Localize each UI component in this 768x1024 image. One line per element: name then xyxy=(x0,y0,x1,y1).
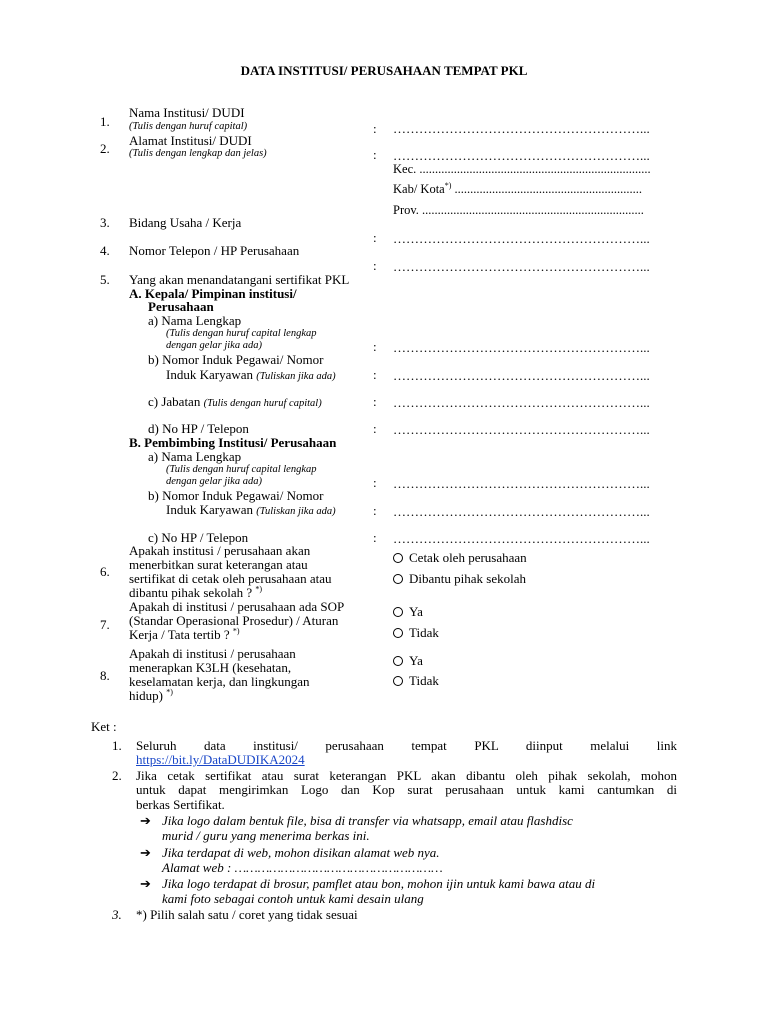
item-6-line-4 xyxy=(129,586,262,600)
item-2-label: Alamat Institusi/ DUDI xyxy=(129,133,252,148)
ket-heading: Ket : xyxy=(91,719,117,734)
item-5b-a-colon: : xyxy=(373,475,377,490)
item-5a-d-label: d) No HP / Telepon xyxy=(148,421,249,436)
item-7-option-tidak[interactable] xyxy=(393,626,439,640)
item-3-number: 3. xyxy=(100,215,110,230)
item-2-colon: : xyxy=(373,147,377,162)
item-7-option-tidak-label: Tidak xyxy=(409,625,439,640)
item-5a-c-field[interactable]: …………………………………………………... xyxy=(393,395,650,410)
item-6-star: *) xyxy=(255,584,263,594)
item-5b-c-field[interactable]: …………………………………………………... xyxy=(393,531,650,546)
item-7-line-3 xyxy=(129,628,240,642)
arrow-right-icon: ➔ xyxy=(140,845,151,860)
item-3-field[interactable]: …………………………………………………... xyxy=(393,231,650,246)
item-5b-b-label-2 xyxy=(166,503,336,518)
item-5a-a-field[interactable]: …………………………………………………... xyxy=(393,340,650,355)
ket-bullet-2-line-1: Jika terdapat di web, mohon disikan alamat web nya. xyxy=(162,845,440,860)
kab-kota-text: Kab/ Kota xyxy=(393,182,445,196)
item-7-star: *) xyxy=(232,626,240,636)
item-1-number: 1. xyxy=(100,114,110,129)
item-7-option-ya-label: Ya xyxy=(409,604,423,619)
radio-circle-icon[interactable] xyxy=(393,676,403,686)
ket-bullet-1-line-2: murid / guru yang menerima berkas ini. xyxy=(162,828,370,843)
item-5b-a-label: a) Nama Lengkap xyxy=(148,449,242,464)
item-8-option-tidak[interactable] xyxy=(393,674,439,688)
item-6-line-3: sertifikat di cetak oleh perusahaan atau xyxy=(129,571,332,586)
kab-kota-field[interactable] xyxy=(393,182,642,196)
item-1-hint: (Tulis dengan huruf capital) xyxy=(129,121,248,132)
item-5b-title: B. Pembimbing Institusi/ Perusahaan xyxy=(129,435,337,450)
item-8-line-4 xyxy=(129,689,173,703)
item-5a-b-label-2 xyxy=(166,368,336,383)
kab-kota-dots: ............................................................ xyxy=(454,182,643,196)
item-5b-c-colon: : xyxy=(373,530,377,545)
item-5a-a-hint-1: (Tulis dengan huruf capital lengkap xyxy=(166,328,317,339)
ket-3-text: *) Pilih salah satu / coret yang tidak sesuai xyxy=(136,907,358,922)
item-8-line-4-text: hidup) xyxy=(129,688,163,703)
ket-1-link-wrap xyxy=(136,753,305,767)
item-5a-title: A. Kepala/ Pimpinan institusi/ xyxy=(129,286,297,301)
item-5b-b-text: Induk Karyawan xyxy=(166,502,253,517)
radio-circle-icon[interactable] xyxy=(393,553,403,563)
item-7-line-2: (Standar Operasional Prosedur) / Aturan xyxy=(129,613,339,628)
item-5b-b-colon: : xyxy=(373,503,377,518)
ket-1-number: 1. xyxy=(112,738,122,753)
item-5b-a-field[interactable]: …………………………………………………... xyxy=(393,476,650,491)
item-5a-d-field[interactable]: …………………………………………………... xyxy=(393,422,650,437)
page-title: DATA INSTITUSI/ PERUSAHAAN TEMPAT PKL xyxy=(240,63,528,78)
item-8-option-ya[interactable] xyxy=(393,654,423,668)
item-7-number: 7. xyxy=(100,617,110,632)
item-5a-c-label xyxy=(148,395,322,410)
item-4-colon: : xyxy=(373,258,377,273)
radio-circle-icon[interactable] xyxy=(393,628,403,638)
item-1-label: Nama Institusi/ DUDI xyxy=(129,105,245,120)
item-3-label: Bidang Usaha / Kerja xyxy=(129,215,242,230)
item-5-number: 5. xyxy=(100,272,110,287)
item-4-label: Nomor Telepon / HP Perusahaan xyxy=(129,243,300,258)
radio-circle-icon[interactable] xyxy=(393,656,403,666)
item-7-line-1: Apakah di institusi / perusahaan ada SOP xyxy=(129,599,345,614)
item-6-option-cetak[interactable] xyxy=(393,551,527,565)
item-5a-c-colon: : xyxy=(373,394,377,409)
item-8-option-tidak-label: Tidak xyxy=(409,673,439,688)
item-3-colon: : xyxy=(373,230,377,245)
item-5a-b-label-1: b) Nomor Induk Pegawai/ Nomor xyxy=(148,352,324,367)
arrow-right-icon: ➔ xyxy=(140,813,151,828)
item-6-line-4-text: dibantu pihak sekolah ? xyxy=(129,585,253,600)
item-6-option-dibantu-label: Dibantu pihak sekolah xyxy=(409,571,526,586)
item-5b-a-hint-1: (Tulis dengan huruf capital lengkap xyxy=(166,464,317,475)
item-1-colon: : xyxy=(373,121,377,136)
item-2-number: 2. xyxy=(100,141,110,156)
item-2-field[interactable]: …………………………………………………... xyxy=(393,148,650,163)
item-5-label: Yang akan menandatangani sertifikat PKL xyxy=(129,272,350,287)
item-5a-c-text: c) Jabatan xyxy=(148,394,201,409)
ket-2-line-1: Jika cetak sertifikat atau surat keterangan PKL akan dibantu oleh pihak sekolah, mohon xyxy=(136,768,677,783)
item-5a-b-hint: (Tuliskan jika ada) xyxy=(256,371,336,382)
arrow-right-icon: ➔ xyxy=(140,876,151,891)
item-5b-b-label-1: b) Nomor Induk Pegawai/ Nomor xyxy=(148,488,324,503)
item-5b-b-hint: (Tuliskan jika ada) xyxy=(256,506,336,517)
radio-circle-icon[interactable] xyxy=(393,574,403,584)
ket-bullet-2-line-2: Alamat web : ……………………………………………… xyxy=(162,860,443,875)
radio-circle-icon[interactable] xyxy=(393,607,403,617)
ket-1-text: Seluruh data institusi/ perusahaan tempat PKL diinput melalui link xyxy=(136,738,677,753)
item-6-option-cetak-label: Cetak oleh perusahaan xyxy=(409,550,527,565)
item-5a-title-cont: Perusahaan xyxy=(148,299,214,314)
item-4-number: 4. xyxy=(100,243,110,258)
item-1-field[interactable]: …………………………………………………... xyxy=(393,121,650,136)
item-8-option-ya-label: Ya xyxy=(409,653,423,668)
prov-field[interactable]: Prov. ....................................................................... xyxy=(393,203,644,217)
item-5b-a-hint-2: dengan gelar jika ada) xyxy=(166,476,262,487)
item-5a-b-text: Induk Karyawan xyxy=(166,367,253,382)
item-8-line-3: keselamatan kerja, dan lingkungan xyxy=(129,674,310,689)
item-4-field[interactable]: …………………………………………………... xyxy=(393,259,650,274)
ket-2-number: 2. xyxy=(112,768,122,783)
item-5b-b-field[interactable]: …………………………………………………... xyxy=(393,504,650,519)
item-2-hint: (Tulis dengan lengkap dan jelas) xyxy=(129,148,267,159)
ket-bullet-3-line-2: kami foto sebagai contoh untuk kami desain ulang xyxy=(162,891,424,906)
item-8-star: *) xyxy=(166,687,173,697)
item-8-line-1: Apakah di institusi / perusahaan xyxy=(129,646,296,661)
ket-2-line-3: berkas Sertifikat. xyxy=(136,797,225,812)
item-5a-a-label: a) Nama Lengkap xyxy=(148,313,242,328)
item-6-option-dibantu[interactable] xyxy=(393,572,526,586)
item-5a-c-hint: (Tulis dengan huruf capital) xyxy=(203,398,322,409)
item-5a-b-colon: : xyxy=(373,367,377,382)
item-7-option-ya[interactable] xyxy=(393,605,423,619)
item-6-line-1: Apakah institusi / perusahaan akan xyxy=(129,543,311,558)
data-dudika-link[interactable]: https://bit.ly/DataDUDIKA2024 xyxy=(136,752,305,767)
ket-bullet-1-line-1: Jika logo dalam bentuk file, bisa di transfer via whatsapp, email atau flashdisc xyxy=(162,813,573,828)
item-7-line-3-text: Kerja / Tata tertib ? xyxy=(129,627,230,642)
item-5a-a-hint-2: dengan gelar jika ada) xyxy=(166,340,262,351)
item-5a-a-colon: : xyxy=(373,339,377,354)
ket-2-line-2: untuk dapat mengirimkan Logo dan Kop surat perusahaan untuk kami cantumkan di xyxy=(136,782,677,797)
item-6-number: 6. xyxy=(100,564,110,579)
item-6-line-2: menerbitkan surat keterangan atau xyxy=(129,557,308,572)
item-5b-c-label: c) No HP / Telepon xyxy=(148,530,249,545)
kab-kota-star: *) xyxy=(444,180,452,190)
ket-3-number: 3. xyxy=(112,907,122,922)
item-5a-b-field[interactable]: …………………………………………………... xyxy=(393,368,650,383)
kec-field[interactable]: Kec. .......................................................................... xyxy=(393,162,651,176)
item-8-number: 8. xyxy=(100,668,110,683)
ket-bullet-3-line-1: Jika logo terdapat di brosur, pamflet atau bon, mohon ijin untuk kami bawa atau di xyxy=(162,876,596,891)
item-8-line-2: menerapkan K3LH (kesehatan, xyxy=(129,660,292,675)
item-5a-d-colon: : xyxy=(373,421,377,436)
